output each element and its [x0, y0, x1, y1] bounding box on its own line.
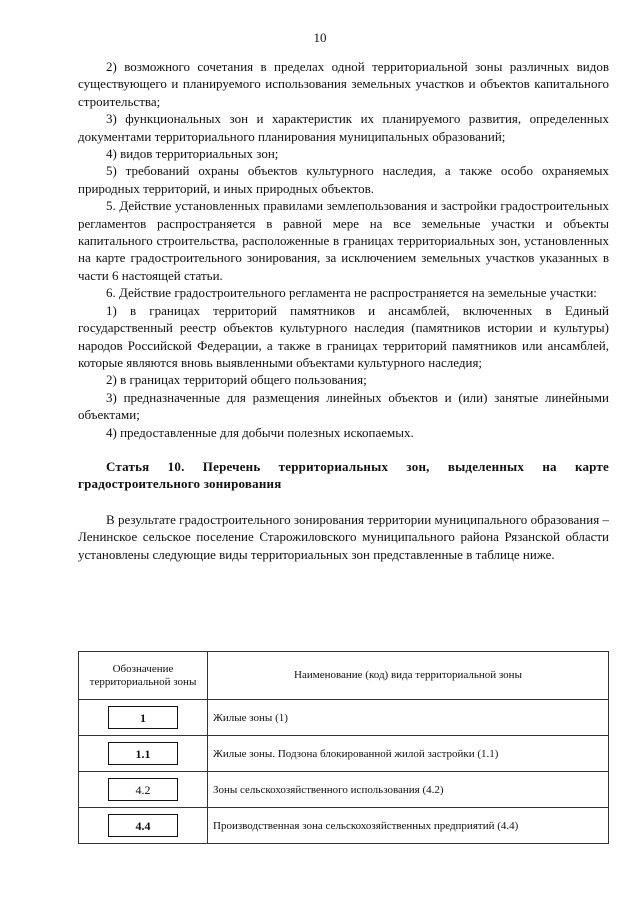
header-name-cell: Наименование (код) вида территориальной зоны [208, 652, 609, 700]
paragraph: 3) функциональных зон и характеристик их планируемого развития, определенных документами территориального планирования муниципальных образований; [78, 111, 609, 144]
page-number: 10 [313, 30, 327, 45]
zone-name-cell: Жилые зоны (1) [208, 700, 609, 736]
zone-name-cell: Жилые зоны. Подзона блокированной жилой застройки (1.1) [208, 736, 609, 772]
paragraph: 2) возможного сочетания в пределах одной территориальной зоны различных видов существующего и планируемого использования земельных участков и объектов капитального строительства; [78, 59, 609, 109]
zone-code-box: 1 [108, 706, 178, 729]
paragraph: 5. Действие установленных правилами землепользования и застройки градостроительных регламентов распространяется в равной мере на все земельные участки и объекты капитального строительства, расположенные в границах территориальных зон, установленных на карте градостроительного зонирования, за исключением земельных участков указанных в части 6 настоящей статьи. [78, 198, 609, 283]
zone-name-cell: Производственная зона сельскохозяйственных предприятий (4.4) [208, 808, 609, 844]
article-heading: Статья 10. Перечень территориальных зон, выделенных на карте градостроительного зонирования [78, 458, 609, 492]
zone-code-box: 4.4 [108, 814, 178, 837]
paragraph: 3) предназначенные для размещения линейных объектов и (или) занятые линейными объектами; [78, 389, 609, 423]
paragraph: 6. Действие градостроительного регламента не распространяется на земельные участки: [106, 285, 597, 301]
table-row [79, 772, 609, 808]
paragraph: 4) видов территориальных зон; [106, 146, 279, 162]
zones-table [78, 651, 609, 844]
zone-name-cell: Зоны сельскохозяйственного использования (4.2) [208, 772, 609, 808]
zone-code-box: 4.2 [108, 778, 178, 801]
paragraph: 4) предоставленные для добычи полезных ископаемых. [106, 424, 414, 440]
zone-code-cell [79, 808, 208, 844]
paragraph: 1) в границах территорий памятников и ансамблей, включенных в Единый государственный реестр объектов культурного наследия (памятников истории и культуры) народов Российской Федерации, а также в границах территорий памятников или ансамблей, которые являются вновь выявленными объектами культурного наследия; [78, 302, 609, 370]
intro-paragraph: В результате градостроительного зонирования территории муниципального образования – Ленинское сельское поселение Старожиловского муниципального района Рязанской области установлены следующие виды территориальных зон представленные в таблице ниже. [78, 511, 609, 562]
header-code-cell: Обозначение территориальной зоны [79, 652, 208, 700]
zone-code-cell [79, 772, 208, 808]
table-header-row [79, 652, 609, 700]
paragraph: 2) в границах территорий общего пользования; [106, 372, 367, 388]
zone-code-cell [79, 736, 208, 772]
paragraph: 5) требований охраны объектов культурного наследия, а также особо охраняемых природных территорий, и иных природных объектов. [78, 163, 609, 196]
zone-code-box: 1.1 [108, 742, 178, 765]
zone-code-cell [79, 700, 208, 736]
document-body [78, 58, 609, 563]
table-row [79, 700, 609, 736]
table-row [79, 808, 609, 844]
table-row [79, 736, 609, 772]
